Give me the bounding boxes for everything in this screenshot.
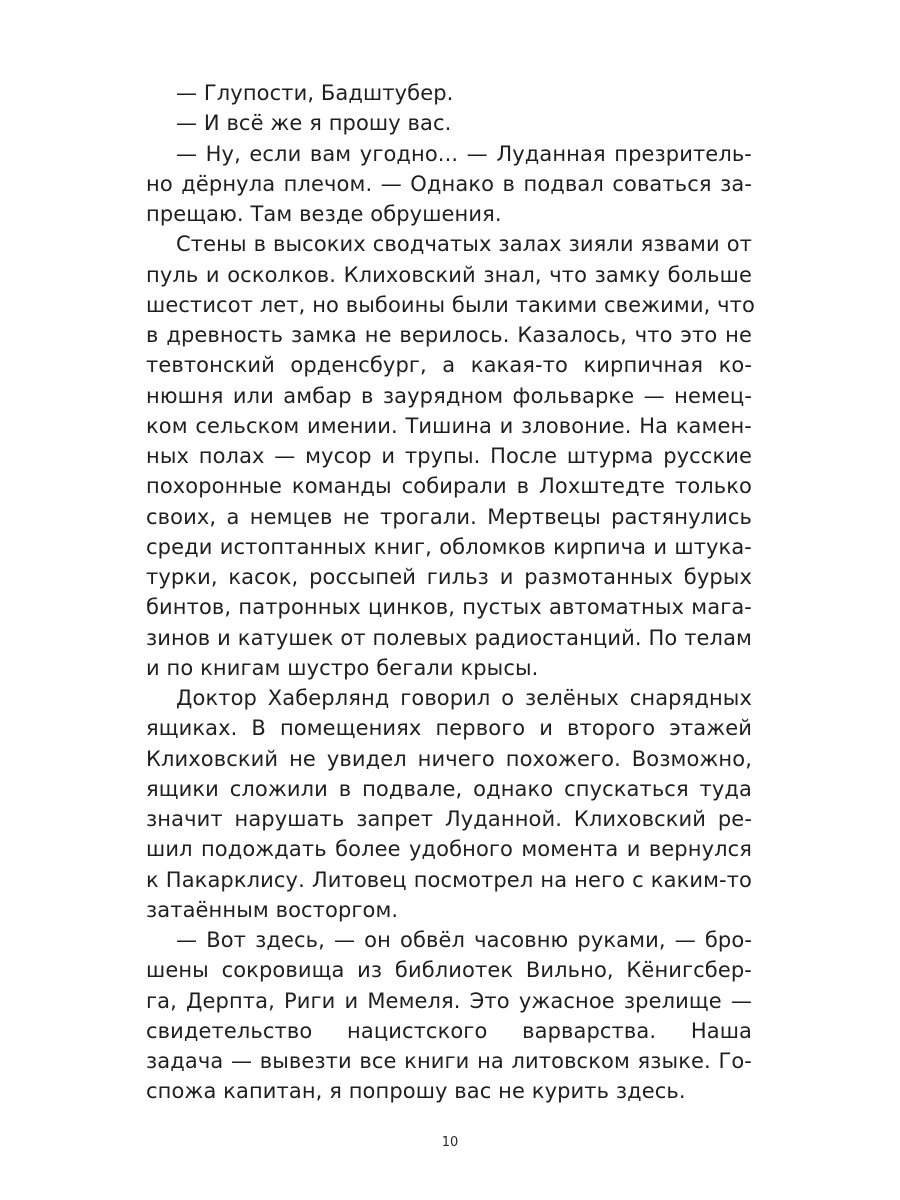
text-line: ных полах — мусор и трупы. После штурма русские xyxy=(146,444,752,468)
page-text xyxy=(146,78,755,1107)
text-line: — Глупости, Бадштубер. xyxy=(176,81,454,105)
text-line: турки, касок, россыпей гильз и размотанных бурых xyxy=(146,565,752,589)
text-line: задача — вывезти все книги на литовском языке. Го- xyxy=(146,1049,752,1073)
text-line: своих, а немцев не трогали. Мертвецы растянулись xyxy=(146,504,752,529)
text-line: шестисот лет, но выбоины были такими свежими, что xyxy=(146,292,755,317)
text-line: — Вот здесь, — он обвёл часовню руками, — бро- xyxy=(176,928,752,952)
text-line: шил подождать более удобного момента и вернулся xyxy=(146,837,752,862)
text-line: бинтов, патронных цинков, пустых автоматных мага- xyxy=(146,595,752,620)
text-line: тевтонский орденсбург, а какая-то кирпичная ко- xyxy=(146,353,752,378)
text-line: значит нарушать запрет Луданной. Клиховский ре- xyxy=(146,807,752,831)
text-line: спожа капитан, я попрошу вас не курить здесь. xyxy=(146,1079,686,1104)
text-line: зинов и катушек от полевых радиостанций. По телам xyxy=(146,625,752,650)
text-line: пуль и осколков. Клиховский знал, что замку больше xyxy=(146,262,752,287)
text-line: прещаю. Там везде обрушения. xyxy=(146,202,502,226)
text-line: ящики сложили в подвале, однако спускаться туда xyxy=(146,776,752,801)
text-line: среди истоптанных книг, обломков кирпича и штука- xyxy=(146,534,752,559)
text-line: и по книгам шустро бегали крысы. xyxy=(146,655,539,680)
text-line: ком сельском имении. Тишина и зловоние. На камен- xyxy=(146,413,752,438)
text-line: свидетельство нацистского варварства. Наша xyxy=(146,1018,752,1043)
text-line: Клиховский не увидел ничего похожего. Возможно, xyxy=(146,746,752,771)
text-line: Стены в высоких сводчатых залах зияли язвами от xyxy=(176,232,752,257)
text-line: — И всё же я прошу вас. xyxy=(176,111,452,136)
text-line: похоронные команды собирали в Лохштедте только xyxy=(146,474,752,499)
text-line: — Ну, если вам угодно... — Луданная презритель- xyxy=(176,141,752,166)
text-line: ящиках. В помещениях первого и второго этажей xyxy=(146,716,752,741)
page-number: 10 xyxy=(441,1135,459,1150)
text-line: Доктор Хаберлянд говорил о зелёных снарядных xyxy=(176,686,752,710)
text-line: шены сокровища из библиотек Вильно, Кёнигсбер- xyxy=(146,958,752,983)
text-line: затаённым восторгом. xyxy=(146,897,399,922)
text-line: но дёрнула плечом. — Однако в подвал соваться за- xyxy=(146,171,752,196)
text-line: в древность замка не верилось. Казалось, что это не xyxy=(146,323,752,347)
text-line: нюшня или амбар в заурядном фольварке — немец- xyxy=(146,383,752,408)
text-line: к Пакарклису. Литовец посмотрел на него с каким-то xyxy=(146,867,752,892)
text-line: га, Дерпта, Риги и Мемеля. Это ужасное зрелище — xyxy=(146,988,752,1013)
